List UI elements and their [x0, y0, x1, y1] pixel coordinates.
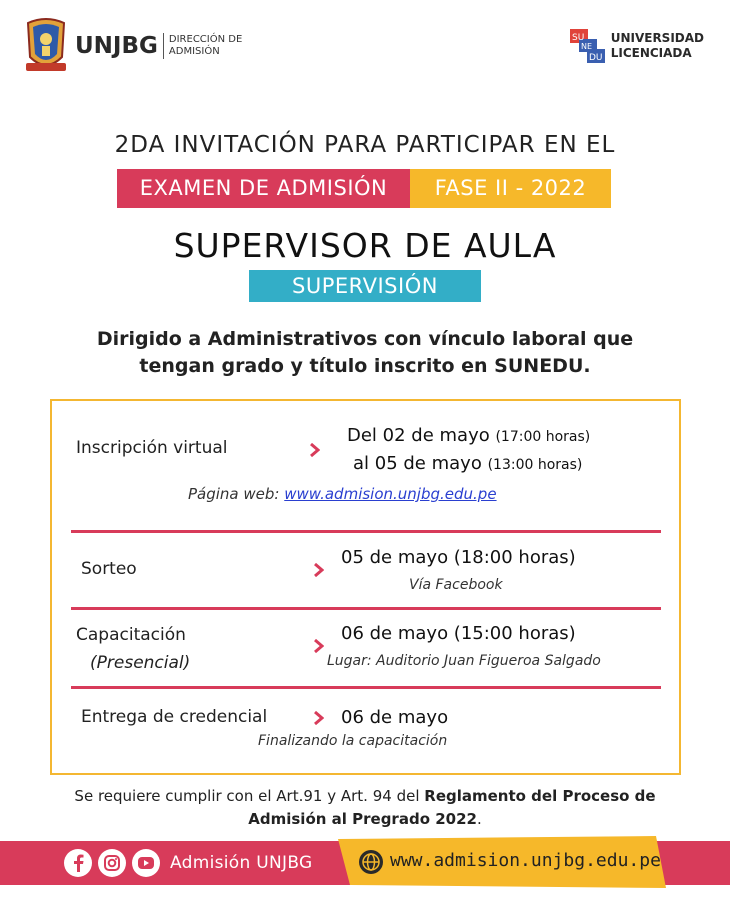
divider [71, 607, 661, 610]
instagram-icon[interactable] [98, 849, 126, 877]
sunedu-icon [569, 28, 607, 64]
org-sub-line2: ADMISIÓN [168, 46, 220, 57]
exam-band-left: EXAMEN DE ADMISIÓN [117, 169, 410, 208]
licensed-logo [569, 28, 704, 64]
globe-icon [358, 849, 384, 875]
directed-line1: Dirigido a Administrativos con vínculo laboral que [96, 328, 634, 350]
registration-label: Inscripción virtual [76, 438, 228, 458]
registration-web-link[interactable]: www.admision.unjbg.edu.pe [284, 485, 497, 503]
registration-web [188, 485, 497, 503]
divider [71, 686, 661, 689]
unjbg-logo [22, 17, 242, 75]
credential-label: Entrega de credencial [81, 707, 268, 727]
chevron-right-icon [310, 443, 320, 457]
divider [71, 530, 661, 533]
registration-from-date: Del 02 de mayo [347, 425, 490, 446]
logo-separator [163, 33, 164, 59]
invitation-title: 2DA INVITACIÓN PARA PARTICIPAR EN EL [114, 132, 616, 158]
org-sub-line1: DIRECCIÓN DE [168, 34, 243, 45]
social-label: Admisión UNJBG [170, 853, 313, 873]
draw-label: Sorteo [81, 559, 137, 579]
draw-note: Vía Facebook [409, 577, 503, 593]
exam-band-right: FASE II - 2022 [410, 169, 611, 208]
social-links [64, 849, 312, 877]
training-value: 06 de mayo (15:00 horas) [341, 623, 576, 644]
registration-to [353, 453, 582, 474]
credential-note: Finalizando la capacitación [258, 733, 448, 749]
registration-to-time: (13:00 horas) [487, 457, 583, 473]
registration-to-date: al 05 de mayo [353, 453, 482, 474]
chevron-right-icon [314, 711, 324, 725]
svg-text:NE: NE [580, 42, 592, 51]
exam-band [117, 169, 611, 208]
directed-to [0, 326, 730, 380]
facebook-icon[interactable] [64, 849, 92, 877]
directed-line2: tengan grado y título inscrito en SUNEDU. [139, 355, 591, 377]
org-subtitle [169, 34, 242, 58]
chevron-right-icon [314, 563, 324, 577]
org-short-name: UNJBG [75, 33, 158, 59]
training-label-sub: (Presencial) [90, 653, 191, 673]
requirement-bold1: Reglamento del Proceso de [424, 787, 656, 805]
role-title: SUPERVISOR DE AULA [173, 226, 557, 265]
draw-value: 05 de mayo (18:00 horas) [341, 547, 576, 568]
licensed-line2: LICENCIADA [610, 46, 692, 60]
requirement-suffix: . [476, 810, 482, 828]
svg-text:DU: DU [588, 53, 603, 63]
chevron-right-icon [314, 639, 324, 653]
registration-web-prefix: Página web: [188, 485, 280, 503]
requirement-bold2: Admisión al Pregrado 2022 [248, 810, 477, 828]
registration-from-time: (17:00 horas) [495, 429, 591, 445]
requirement-prefix: Se requiere cumplir con el Art.91 y Art. 94 del [74, 787, 420, 805]
training-note: Lugar: Auditorio Juan Figueroa Salgado [327, 653, 601, 669]
credential-value: 06 de mayo [341, 707, 449, 728]
crest-icon [22, 17, 70, 75]
schedule-box [50, 399, 681, 775]
requirement-text [0, 785, 730, 831]
header [0, 0, 730, 95]
licensed-text [611, 31, 704, 61]
youtube-icon[interactable] [132, 849, 160, 877]
registration-from [347, 425, 590, 446]
footer-website[interactable]: www.admision.unjbg.edu.pe [390, 850, 661, 871]
role-badge: SUPERVISIÓN [249, 270, 481, 302]
svg-text:SU: SU [571, 33, 585, 43]
training-label: Capacitación [76, 625, 186, 645]
licensed-line1: UNIVERSIDAD [610, 31, 704, 45]
